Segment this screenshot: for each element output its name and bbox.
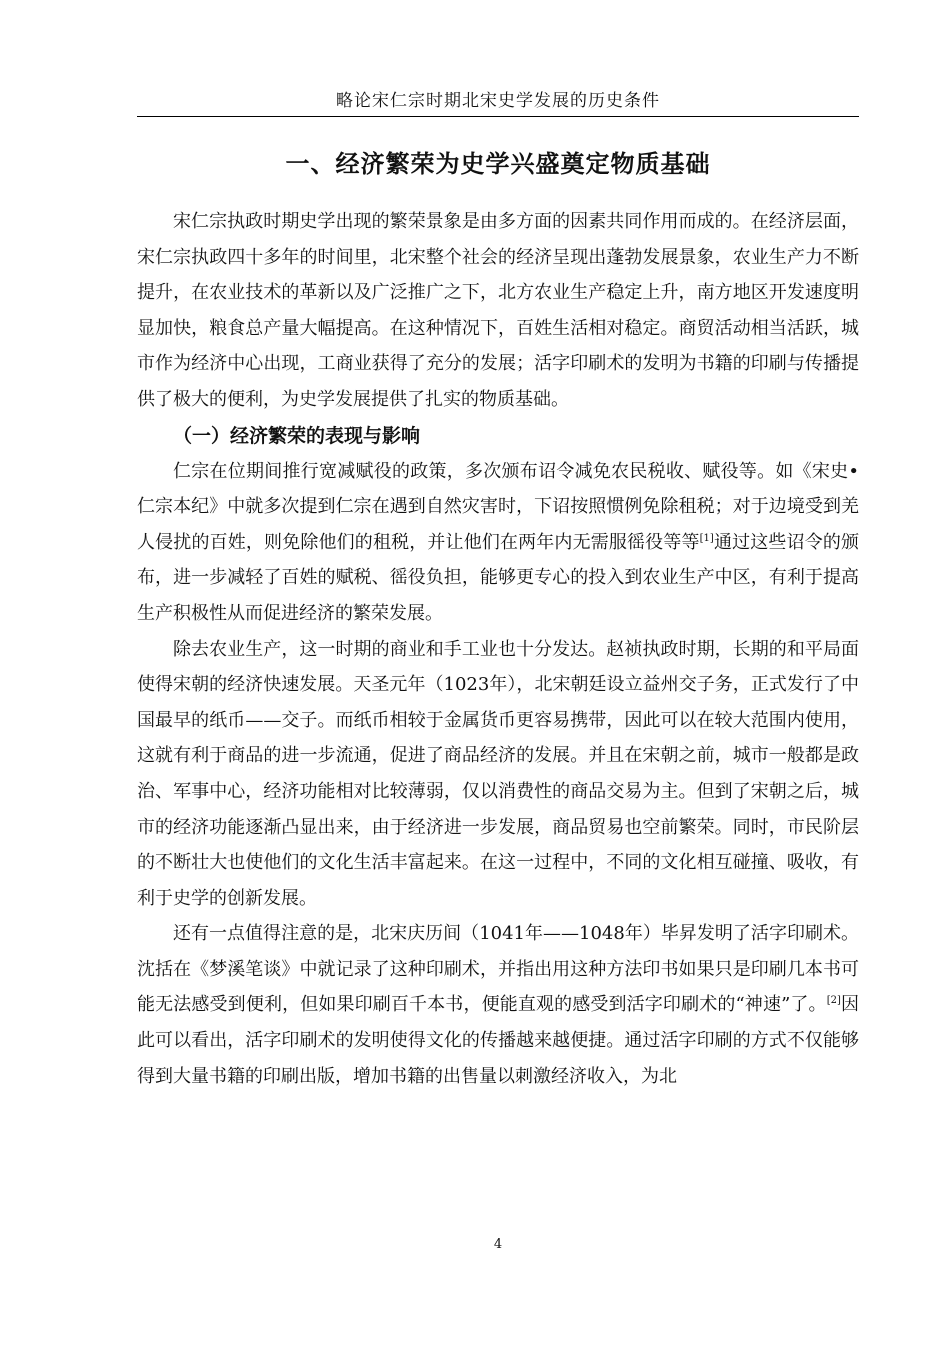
- paragraph-4-text-b: 因此可以看出，活字印刷术的发明使得文化的传播越来越便捷。通过活字印刷的方式不仅能够得到大量书籍的印刷出版，增加书籍的出售量以刺激经济收入，为北: [137, 994, 859, 1087]
- paragraph-2-text-a: 仁宗在位期间推行宽减赋役的政策，多次颁布诏令减免农民税收、赋役等。如《宋史•仁宗本纪》中就多次提到仁宗在遇到自然灾害时，下诏按照惯例免除租税；对于边境受到羌人侵扰的百姓，则免除他们的租税，并让他们在两年内无需服徭役等等: [137, 460, 859, 553]
- paragraph-2: [137, 454, 859, 632]
- paragraph-1: 宋仁宗执政时期史学出现的繁荣景象是由多方面的因素共同作用而成的。在经济层面，宋仁宗执政四十多年的时间里，北宋整个社会的经济呈现出蓬勃发展景象，农业生产力不断提升，在农业技术的革新以及广泛推广之下，北方农业生产稳定上升，南方地区开发速度明显加快，粮食总产量大幅提高。在这种情况下，百姓生活相对稳定。商贸活动相当活跃，城市作为经济中心出现，工商业获得了充分的发展；活字印刷术的发明为书籍的印刷与传播提供了极大的便利，为史学发展提供了扎实的物质基础。: [137, 211, 859, 410]
- paragraph-2-text-b: 通过这些诏令的颁布，进一步减轻了百姓的赋税、徭役负担，能够更专心的投入到农业生产中区，有利于提高生产积极性从而促进经济的繁荣发展。: [137, 531, 860, 624]
- page-number: 4: [493, 1237, 503, 1252]
- section-heading: （一）经济繁荣的表现与影响: [173, 424, 421, 447]
- footnote-ref-1[interactable]: [1]: [699, 532, 714, 544]
- paragraph-4-text-a: 还有一点值得注意的是，北宋庆历间（1041年——1048年）毕昇发明了活字印刷术。沈括在《梦溪笔谈》中就记录了这种印刷术，并指出用这种方法印书如果只是印刷几本书可能无法感受到便利，但如果印刷百千本书，便能直观的感受到活字印刷术的“神速”了。: [137, 923, 859, 1016]
- document-body: [137, 204, 859, 1094]
- running-title: 略论宋仁宗时期北宋史学发展的历史条件: [336, 91, 660, 111]
- chapter-title: 一、经济繁荣为史学兴盛奠定物质基础: [285, 150, 711, 178]
- paragraph-3: 除去农业生产，这一时期的商业和手工业也十分发达。赵祯执政时期，长期的和平局面使得宋朝的经济快速发展。天圣元年（1023年），北宋朝廷设立益州交子务，正式发行了中国最早的纸币——交子。而纸币相较于金属货币更容易携带，因此可以在较大范围内使用，这就有利于商品的进一步流通，促进了商品经济的发展。并且在宋朝之前，城市一般都是政治、军事中心，经济功能相对比较薄弱，仅以消费性的商品交易为主。但到了宋朝之后，城市的经济功能逐渐凸显出来，由于经济进一步发展，商品贸易也空前繁荣。同时，市民阶层的不断壮大也使他们的文化生活丰富起来。在这一过程中，不同的文化相互碰撞、吸收，有利于史学的创新发展。: [137, 638, 859, 909]
- footnote-ref-2[interactable]: [2]: [826, 995, 841, 1007]
- running-header: [137, 86, 859, 117]
- paragraph-4: [137, 916, 859, 1094]
